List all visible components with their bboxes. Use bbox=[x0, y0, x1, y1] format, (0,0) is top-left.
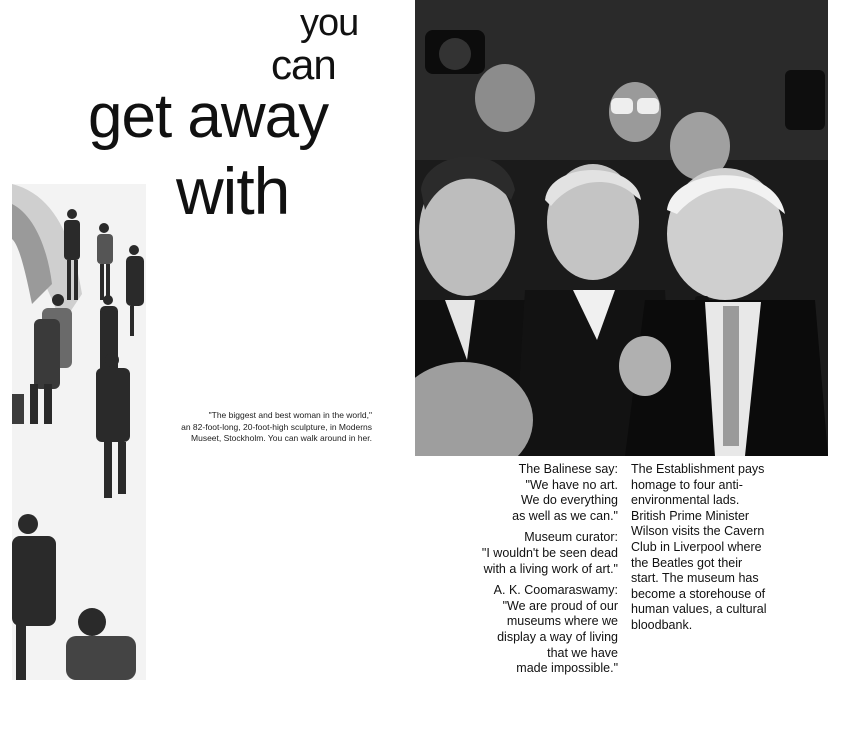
caption-line: Wilson visits the Cavern bbox=[631, 524, 765, 539]
quote-line: display a way of living bbox=[497, 629, 618, 644]
quote-line: "I wouldn't be seen dead bbox=[481, 545, 618, 560]
caption-line: British Prime Minister bbox=[631, 508, 750, 523]
quote-line: with a living work of art." bbox=[483, 561, 618, 576]
quote-line: as well as we can." bbox=[512, 508, 618, 523]
sculpture-photo bbox=[12, 184, 146, 680]
quote-line: Museum curator: bbox=[524, 530, 618, 545]
caption-line: homage to four anti- bbox=[631, 477, 743, 492]
caption-line: become a storehouse of bbox=[631, 586, 766, 601]
quote-line: We do everything bbox=[520, 493, 618, 508]
sculpture-photo-image bbox=[12, 184, 146, 680]
quote-line: "We have no art. bbox=[525, 477, 618, 492]
quote-line: museums where we bbox=[506, 614, 618, 629]
quote-balinese bbox=[440, 462, 618, 524]
sculpture-caption bbox=[150, 410, 372, 445]
caption-line: Club in Liverpool where bbox=[631, 539, 762, 554]
quote-line: that we have bbox=[547, 645, 618, 660]
headline-word-you: you bbox=[300, 2, 359, 44]
headline-word-with: with bbox=[176, 154, 290, 228]
establishment-photo bbox=[415, 0, 828, 456]
headline-get-away: get away bbox=[88, 82, 329, 151]
quote-line: A. K. Coomaraswamy: bbox=[493, 583, 618, 598]
caption-line: Museet, Stockholm. You can walk around in her. bbox=[191, 433, 372, 443]
quotes-column bbox=[440, 462, 618, 683]
caption-line: start. The museum has bbox=[631, 571, 759, 586]
quote-museum-curator bbox=[440, 530, 618, 577]
caption-line: The Establishment pays bbox=[631, 462, 765, 476]
caption-line: environmental lads. bbox=[631, 493, 740, 508]
caption-line: an 82-foot-long, 20-foot-high sculpture, in Moderns bbox=[181, 421, 372, 432]
caption-line: "The biggest and best woman in the world," bbox=[208, 410, 372, 420]
quote-line: made impossible." bbox=[516, 661, 618, 676]
caption-line: the Beatles got their bbox=[631, 555, 743, 570]
caption-line: human values, a cultural bbox=[631, 602, 767, 617]
crowd-photo-image bbox=[415, 0, 828, 456]
headline-word-can: can bbox=[271, 41, 336, 88]
establishment-caption bbox=[631, 462, 791, 634]
quote-line: "We are proud of our bbox=[502, 598, 618, 613]
caption-line: bloodbank. bbox=[631, 617, 693, 632]
quote-coomaraswamy bbox=[440, 583, 618, 677]
quote-line: The Balinese say: bbox=[518, 462, 618, 476]
